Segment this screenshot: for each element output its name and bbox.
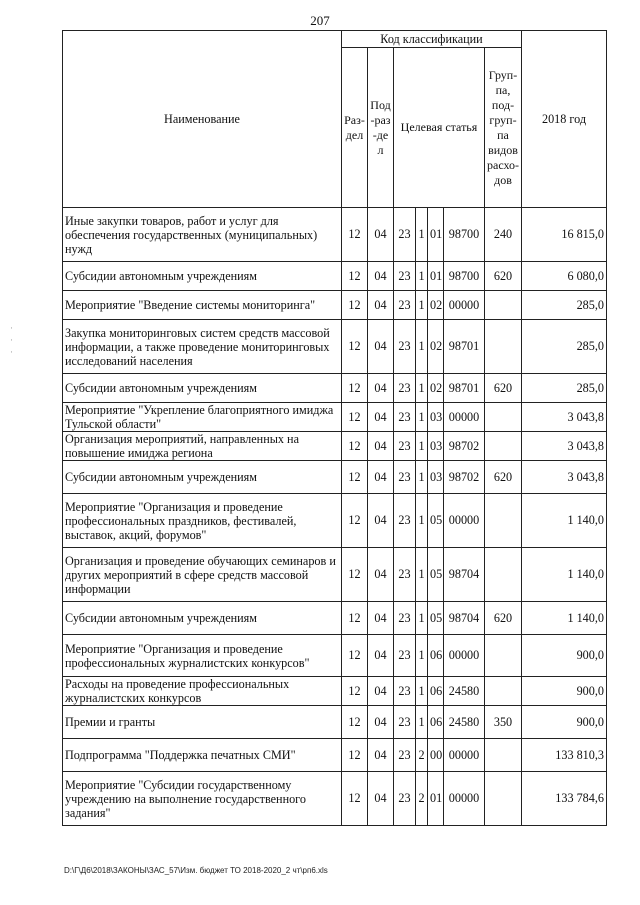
expense-group-code (485, 494, 522, 548)
subprogram-code: 1 (416, 602, 428, 635)
table-row (63, 706, 607, 739)
section-code: 12 (342, 739, 368, 772)
activity-code: 03 (428, 403, 444, 432)
program-code: 23 (394, 739, 416, 772)
direction-code: 98701 (444, 320, 485, 374)
subsection-code: 04 (368, 208, 394, 262)
activity-code: 06 (428, 677, 444, 706)
section-code: 12 (342, 602, 368, 635)
program-code: 23 (394, 320, 416, 374)
table-row (63, 635, 607, 677)
activity-code: 02 (428, 291, 444, 320)
table-row (63, 320, 607, 374)
subsection-code: 04 (368, 548, 394, 602)
program-code: 23 (394, 548, 416, 602)
activity-code: 05 (428, 548, 444, 602)
direction-code: 24580 (444, 706, 485, 739)
header-subsection: Под-раз-дел (368, 48, 394, 208)
section-code: 12 (342, 461, 368, 494)
activity-code: 01 (428, 772, 444, 826)
row-name: Мероприятие "Организация и проведение профессиональных журналистских конкурсов" (63, 635, 342, 677)
program-code: 23 (394, 706, 416, 739)
expense-group-code (485, 291, 522, 320)
row-name: Подпрограмма "Поддержка печатных СМИ" (63, 739, 342, 772)
row-name: Мероприятие "Субсидии государственному учреждению на выполнение государственного задания" (63, 772, 342, 826)
direction-code: 00000 (444, 739, 485, 772)
row-name: Мероприятие "Организация и проведение профессиональных праздников, фестивалей, выставок, акций, форумов" (63, 494, 342, 548)
header-year: 2018 год (522, 31, 607, 208)
amount-2018: 1 140,0 (522, 602, 607, 635)
section-code: 12 (342, 677, 368, 706)
direction-code: 98700 (444, 208, 485, 262)
subsection-code: 04 (368, 772, 394, 826)
subprogram-code: 1 (416, 677, 428, 706)
amount-2018: 285,0 (522, 320, 607, 374)
section-code: 12 (342, 374, 368, 403)
subsection-code: 04 (368, 602, 394, 635)
table-row (63, 739, 607, 772)
program-code: 23 (394, 262, 416, 291)
amount-2018: 133 810,3 (522, 739, 607, 772)
table-row (63, 772, 607, 826)
amount-2018: 900,0 (522, 706, 607, 739)
expense-group-code (485, 403, 522, 432)
expense-group-code (485, 635, 522, 677)
amount-2018: 3 043,8 (522, 461, 607, 494)
amount-2018: 285,0 (522, 291, 607, 320)
amount-2018: 1 140,0 (522, 548, 607, 602)
amount-2018: 900,0 (522, 677, 607, 706)
expense-group-code (485, 772, 522, 826)
program-code: 23 (394, 374, 416, 403)
section-code: 12 (342, 208, 368, 262)
subsection-code: 04 (368, 262, 394, 291)
header-expense-group: Груп-па, под-груп-па видов расхо-дов (485, 48, 522, 208)
activity-code: 03 (428, 461, 444, 494)
expense-group-code (485, 432, 522, 461)
activity-code: 05 (428, 494, 444, 548)
budget-table (62, 30, 607, 826)
table-row (63, 602, 607, 635)
subprogram-code: 1 (416, 262, 428, 291)
expense-group-code: 620 (485, 461, 522, 494)
subprogram-code: 2 (416, 772, 428, 826)
program-code: 23 (394, 208, 416, 262)
program-code: 23 (394, 432, 416, 461)
subprogram-code: 1 (416, 461, 428, 494)
row-name: Расходы на проведение профессиональных журналистских конкурсов (63, 677, 342, 706)
subprogram-code: 2 (416, 739, 428, 772)
program-code: 23 (394, 635, 416, 677)
table-row (63, 432, 607, 461)
expense-group-code (485, 677, 522, 706)
subprogram-code: 1 (416, 208, 428, 262)
direction-code: 98702 (444, 432, 485, 461)
subsection-code: 04 (368, 403, 394, 432)
table-header (63, 31, 607, 208)
subsection-code: 04 (368, 677, 394, 706)
subprogram-code: 1 (416, 432, 428, 461)
subsection-code: 04 (368, 739, 394, 772)
amount-2018: 3 043,8 (522, 403, 607, 432)
direction-code: 24580 (444, 677, 485, 706)
program-code: 23 (394, 291, 416, 320)
section-code: 12 (342, 635, 368, 677)
row-name: Субсидии автономным учреждениям (63, 461, 342, 494)
expense-group-code (485, 739, 522, 772)
subsection-code: 04 (368, 635, 394, 677)
header-section: Раз-дел (342, 48, 368, 208)
row-name: Премии и гранты (63, 706, 342, 739)
direction-code: 98701 (444, 374, 485, 403)
activity-code: 06 (428, 706, 444, 739)
program-code: 23 (394, 403, 416, 432)
expense-group-code: 620 (485, 374, 522, 403)
subprogram-code: 1 (416, 374, 428, 403)
subsection-code: 04 (368, 432, 394, 461)
row-name: Субсидии автономным учреждениям (63, 374, 342, 403)
activity-code: 03 (428, 432, 444, 461)
direction-code: 98704 (444, 548, 485, 602)
row-name: Закупка мониторинговых систем средств массовой информации, а также проведение мониторинговых исследований населения (63, 320, 342, 374)
margin-marks: · · · (10, 323, 13, 357)
expense-group-code: 350 (485, 706, 522, 739)
amount-2018: 133 784,6 (522, 772, 607, 826)
program-code: 23 (394, 677, 416, 706)
direction-code: 00000 (444, 635, 485, 677)
direction-code: 98704 (444, 602, 485, 635)
subsection-code: 04 (368, 320, 394, 374)
expense-group-code: 240 (485, 208, 522, 262)
section-code: 12 (342, 320, 368, 374)
header-target-article: Целевая статья (394, 48, 485, 208)
subsection-code: 04 (368, 291, 394, 320)
table-row (63, 548, 607, 602)
section-code: 12 (342, 432, 368, 461)
table-row (63, 677, 607, 706)
subsection-code: 04 (368, 374, 394, 403)
row-name: Иные закупки товаров, работ и услуг для обеспечения государственных (муниципальных) нужд (63, 208, 342, 262)
table-row (63, 262, 607, 291)
amount-2018: 16 815,0 (522, 208, 607, 262)
amount-2018: 1 140,0 (522, 494, 607, 548)
activity-code: 00 (428, 739, 444, 772)
direction-code: 00000 (444, 291, 485, 320)
subprogram-code: 1 (416, 635, 428, 677)
subprogram-code: 1 (416, 291, 428, 320)
amount-2018: 900,0 (522, 635, 607, 677)
header-code-group: Код классификации (342, 31, 522, 48)
row-name: Мероприятие "Введение системы мониторинга" (63, 291, 342, 320)
subsection-code: 04 (368, 494, 394, 548)
direction-code: 00000 (444, 772, 485, 826)
page-number: 207 (310, 13, 330, 28)
row-name: Организация мероприятий, направленных на повышение имиджа региона (63, 432, 342, 461)
direction-code: 98702 (444, 461, 485, 494)
table-row (63, 461, 607, 494)
section-code: 12 (342, 494, 368, 548)
amount-2018: 285,0 (522, 374, 607, 403)
expense-group-code (485, 548, 522, 602)
table-row (63, 291, 607, 320)
table-row (63, 403, 607, 432)
table-body (63, 208, 607, 826)
file-path-footer: D:\Г\Д6\2018\ЗАКОНЫ\ЗАС_57\Изм. бюджет ТО 2018-2020_2 чт\рп6.xls (64, 866, 328, 875)
subprogram-code: 1 (416, 706, 428, 739)
activity-code: 01 (428, 208, 444, 262)
row-name: Мероприятие "Укрепление благоприятного имиджа Тульской области" (63, 403, 342, 432)
row-name: Субсидии автономным учреждениям (63, 602, 342, 635)
subsection-code: 04 (368, 461, 394, 494)
program-code: 23 (394, 461, 416, 494)
table-row (63, 208, 607, 262)
subprogram-code: 1 (416, 548, 428, 602)
expense-group-code: 620 (485, 262, 522, 291)
section-code: 12 (342, 772, 368, 826)
expense-group-code (485, 320, 522, 374)
table-row (63, 494, 607, 548)
program-code: 23 (394, 602, 416, 635)
program-code: 23 (394, 494, 416, 548)
row-name: Субсидии автономным учреждениям (63, 262, 342, 291)
amount-2018: 3 043,8 (522, 432, 607, 461)
activity-code: 01 (428, 262, 444, 291)
section-code: 12 (342, 706, 368, 739)
subsection-code: 04 (368, 706, 394, 739)
direction-code: 98700 (444, 262, 485, 291)
section-code: 12 (342, 548, 368, 602)
header-name: Наименование (63, 31, 342, 208)
expense-group-code: 620 (485, 602, 522, 635)
activity-code: 05 (428, 602, 444, 635)
row-name: Организация и проведение обучающих семинаров и других мероприятий в сфере средств массовой информации (63, 548, 342, 602)
program-code: 23 (394, 772, 416, 826)
subprogram-code: 1 (416, 403, 428, 432)
section-code: 12 (342, 403, 368, 432)
section-code: 12 (342, 262, 368, 291)
activity-code: 02 (428, 374, 444, 403)
section-code: 12 (342, 291, 368, 320)
direction-code: 00000 (444, 494, 485, 548)
subprogram-code: 1 (416, 320, 428, 374)
activity-code: 02 (428, 320, 444, 374)
amount-2018: 6 080,0 (522, 262, 607, 291)
direction-code: 00000 (444, 403, 485, 432)
subprogram-code: 1 (416, 494, 428, 548)
activity-code: 06 (428, 635, 444, 677)
table-row (63, 374, 607, 403)
